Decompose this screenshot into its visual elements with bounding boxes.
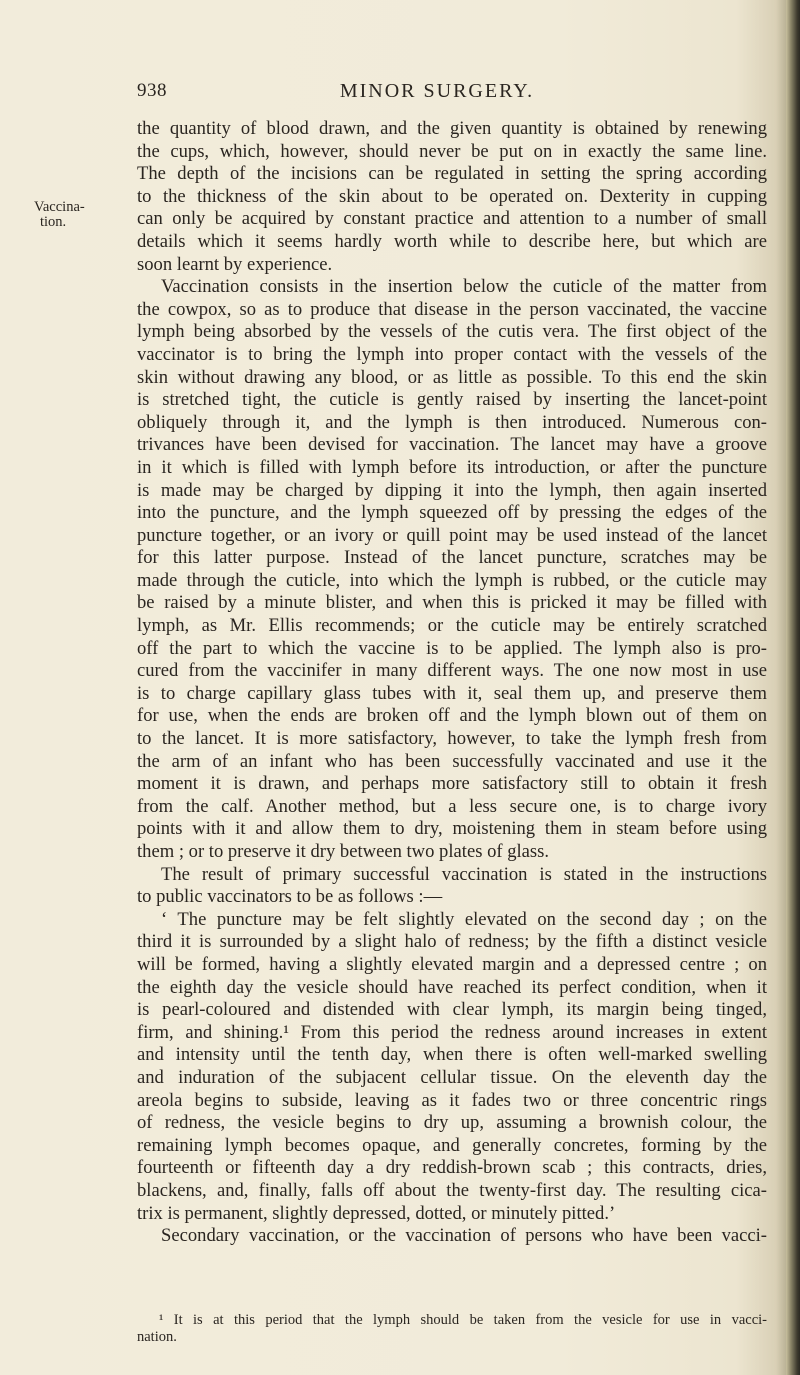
margin-note-line: Vaccina-: [34, 199, 85, 215]
text-line: Vaccination consists in the insertion below the cuticle of the matter from: [161, 276, 767, 298]
text-line: from the calf. Another method, but a less secure one, is to charge ivory: [137, 795, 767, 817]
text-line: vaccinator is to bring the lymph into proper contact with the vessels of the: [137, 343, 767, 365]
text-line: will be formed, having a slightly elevated margin and a depressed centre ; on: [137, 953, 767, 975]
text-line: lymph, as Mr. Ellis recommends; or the cuticle may be entirely scratched: [137, 615, 767, 637]
text-line: them ; or to preserve it dry between two plates of glass.: [137, 841, 550, 862]
body-text: [137, 118, 767, 1248]
text-line: firm, and shining.¹ From this period the redness around increases in extent: [137, 1021, 767, 1043]
margin-note: [34, 200, 112, 230]
text-line: third it is surrounded by a slight halo of redness; by the fifth a distinct vesicle: [137, 931, 767, 953]
text-line: remaining lymph becomes opaque, and generally concretes, forming by the: [137, 1134, 767, 1156]
text-line: to the lancet. It is more satisfactory, however, to take the lymph fresh from: [137, 728, 767, 750]
text-line: can only be acquired by constant practice and attention to a number of small: [137, 208, 767, 230]
text-line: cured from the vaccinifer in many different ways. The one now most in use: [137, 660, 767, 682]
text-line: obliquely through it, and the lymph is then introduced. Numerous con-: [137, 411, 767, 433]
footnote: [137, 1312, 767, 1346]
text-line: is stretched tight, the cuticle is gently raised by inserting the lancet-point: [137, 389, 767, 411]
text-line: lymph being absorbed by the vessels of the cutis vera. The first object of the: [137, 321, 767, 343]
text-line: for use, when the ends are broken off and the lymph blown out of them on: [137, 705, 767, 727]
text-line: Secondary vaccination, or the vaccination of persons who have been vacci-: [161, 1225, 767, 1247]
text-line: ‘ The puncture may be felt slightly elevated on the second day ; on the: [161, 908, 767, 930]
text-line: and induration of the subjacent cellular tissue. On the eleventh day the: [137, 1066, 767, 1088]
text-line: details which it seems hardly worth while to describe here, but which are: [137, 230, 767, 252]
text-line: the cups, which, however, should never be put on in exactly the same line.: [137, 140, 767, 162]
text-line: be raised by a minute blister, and when this is pricked it may be filled with: [137, 592, 767, 614]
text-line: of redness, the vesicle begins to dry up, assuming a brownish colour, the: [137, 1112, 767, 1134]
margin-note-line: tion.: [40, 214, 67, 230]
text-line: fourteenth or fifteenth day a dry reddish-brown scab ; this contracts, dries,: [137, 1157, 767, 1179]
text-line: The result of primary successful vaccination is stated in the instructions: [161, 863, 767, 885]
text-line: trivances have been devised for vaccination. The lancet may have a groove: [137, 434, 767, 456]
page-header: [137, 80, 737, 110]
text-line: into the puncture, and the lymph squeezed off by pressing the edges of the: [137, 502, 767, 524]
text-line: the eighth day the vesicle should have reached its perfect condition, when it: [137, 976, 767, 998]
text-line: the cowpox, so as to produce that disease in the person vaccinated, the vaccine: [137, 298, 767, 320]
text-line: The depth of the incisions can be regulated in setting the spring according: [137, 163, 767, 185]
text-line: is pearl-coloured and distended with clear lymph, its margin being tinged,: [137, 999, 767, 1021]
text-line: is made may be charged by dipping it into the lymph, then again inserted: [137, 479, 767, 501]
text-line: made through the cuticle, into which the lymph is rubbed, or the cuticle may: [137, 569, 767, 591]
text-line: soon learnt by experience.: [137, 253, 333, 275]
text-line: moment it is drawn, and perhaps more satisfactory still to obtain it fresh: [137, 773, 767, 795]
text-line: points with it and allow them to dry, moistening them in steam before using: [137, 818, 767, 840]
text-line: for this latter purpose. Instead of the lancet puncture, scratches may be: [137, 547, 767, 569]
text-line: blackens, and, finally, falls off about the twenty-first day. The resulting cica-: [137, 1179, 767, 1201]
text-line: to the thickness of the skin about to be operated on. Dexterity in cupping: [137, 185, 767, 207]
page-binding-edge: [786, 0, 800, 1375]
footnote-line: nation.: [137, 1329, 177, 1345]
text-line: areola begins to subside, leaving as it fades two or three concentric rings: [137, 1089, 767, 1111]
text-line: to public vaccinators to be as follows :—: [137, 886, 443, 908]
text-line: in it which is filled with lymph before its introduction, or after the puncture: [137, 456, 767, 478]
text-line: and intensity until the tenth day, when there is often well-marked swelling: [137, 1044, 767, 1066]
footnote-line: ¹ It is at this period that the lymph should be taken from the vesicle for use in vacci-: [159, 1312, 767, 1328]
text-line: puncture together, or an ivory or quill point may be used instead of the lancet: [137, 524, 767, 546]
text-line: off the part to which the vaccine is to be applied. The lymph also is pro-: [137, 637, 767, 659]
text-line: the quantity of blood drawn, and the given quantity is obtained by renewing: [137, 118, 767, 139]
text-line: the arm of an infant who has been successfully vaccinated and use it the: [137, 750, 767, 772]
text-line: is to charge capillary glass tubes with it, seal them up, and preserve them: [137, 682, 767, 704]
text-line: skin without drawing any blood, or as little as possible. To this end the skin: [137, 366, 767, 388]
text-line: trix is permanent, slightly depressed, dotted, or minutely pitted.’: [137, 1202, 616, 1224]
page-number: 938: [137, 80, 167, 101]
running-title: MINOR SURGERY.: [339, 80, 535, 102]
